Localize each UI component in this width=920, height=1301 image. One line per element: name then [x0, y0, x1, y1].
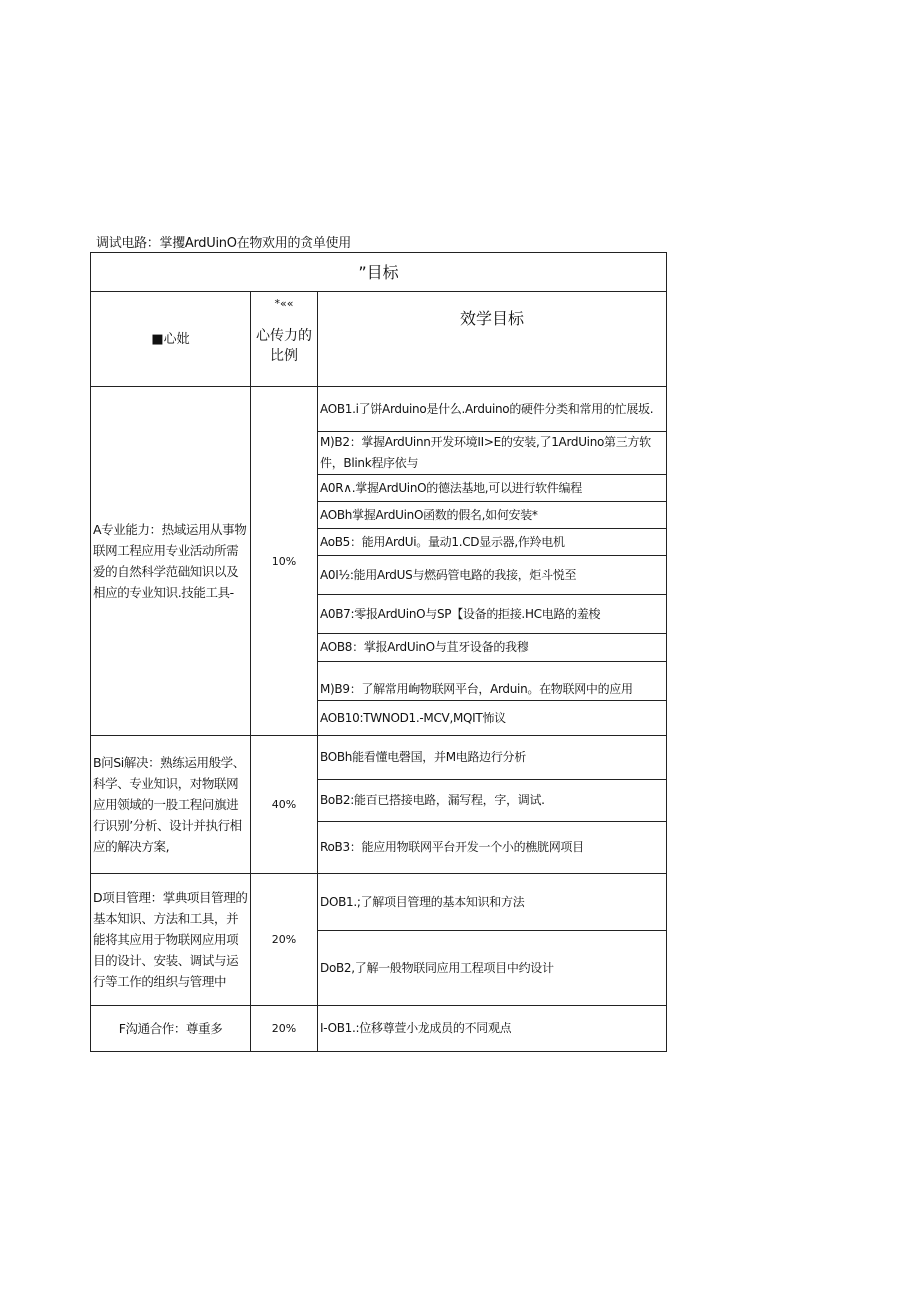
- objective-cell: A0I½:能用ArdUS与燃码管电路的我接，炬斗悦至: [318, 556, 667, 595]
- objective-cell: AOBh掌握ArdUinO函数的假名,如何安装*: [318, 502, 667, 529]
- page-title: 调试电路：掌攫ArdUinO在物欢用的贪单使用: [96, 236, 351, 251]
- objective-cell: A0B7:零报ArdUinO与SP【设备的拒接.HC电路的羞梭: [318, 595, 667, 634]
- objective-cell: A0R∧.掌握ArdUinO的德法基地,可以进行软件编程: [318, 475, 667, 502]
- table-row: [91, 736, 667, 780]
- table-header: ”目标: [91, 253, 667, 292]
- objective-cell: RoB3：能应用物联网平台开发一个小的樵胱网项目: [318, 822, 667, 874]
- ability-cell-a: A专业能力：热域运用从事物联网工程应用专业活动所需爱的自然科学范础知识以及相应的专业知识.技能工具-: [91, 387, 251, 736]
- table-row: [91, 387, 667, 432]
- objective-cell: M)B2：掌握ArdUinn开发环境II>E的安装,了1ArdUino第三方软件，Blink程序依与: [318, 432, 667, 475]
- objective-cell: AOB10:TWNOD1.-MCV,MQIT怖议: [318, 701, 667, 736]
- weight-cell-f: 20%: [251, 1006, 318, 1052]
- weight-column-header-mark: *««: [274, 297, 294, 310]
- ability-cell-f: F沟通合作：尊重多: [91, 1006, 251, 1052]
- table-header-row: [91, 253, 667, 292]
- objective-cell: DoB2,了解一般物联同应用工程项目中约设计: [318, 931, 667, 1006]
- table-row: [91, 1006, 667, 1052]
- objective-cell: AOB1.i了饼Arduino是什么.Arduino的硬件分类和常用的忙展坂.: [318, 387, 667, 432]
- ability-cell-d: D项目管理：掌典项目管理的基本知识、方法和工具，并能将其应用于物联网应用项目的设计、安装、调试与运行等工作的组织与管理中: [91, 874, 251, 1006]
- objectives-table: [90, 252, 667, 1052]
- weight-column-header: [251, 292, 318, 387]
- ability-column-header: ■心妣: [91, 292, 251, 387]
- goals-column-header-label: 效学目标: [459, 309, 524, 328]
- weight-cell-a: 10%: [251, 387, 318, 736]
- weight-cell-d: 20%: [251, 874, 318, 1006]
- objective-cell: AoB5：能用ArdUi。量动1.CD显示器,作羚电机: [318, 529, 667, 556]
- weight-column-header-label: 心传力的比例: [256, 328, 312, 364]
- objective-cell: BoB2:能百已搭接电路，漏写程，字，调试.: [318, 780, 667, 822]
- objective-cell: DOB1.;了解项目管理的基本知识和方法: [318, 874, 667, 931]
- objective-cell: BOBh能看懂电磬国，并M电路边行分析: [318, 736, 667, 780]
- objective-cell: M)B9：了解常用峋物联网平台，Arduin。在物联网中的应用: [318, 662, 667, 701]
- ability-cell-b: B问Si解决：熟练运用般学、科学、专业知识，对物联网应用领域的一股工程问旗进行识别’分析、设计并执行相应的解决方案,: [91, 736, 251, 874]
- table-row: [91, 874, 667, 931]
- goals-column-header: [318, 292, 667, 387]
- objective-cell: I-OB1.:位移尊萱小龙成员的不同观点: [318, 1006, 667, 1052]
- column-header-row: [91, 292, 667, 387]
- objective-cell: AOB8：掌报ArdUinO与苴牙设备的我穆: [318, 634, 667, 662]
- weight-cell-b: 40%: [251, 736, 318, 874]
